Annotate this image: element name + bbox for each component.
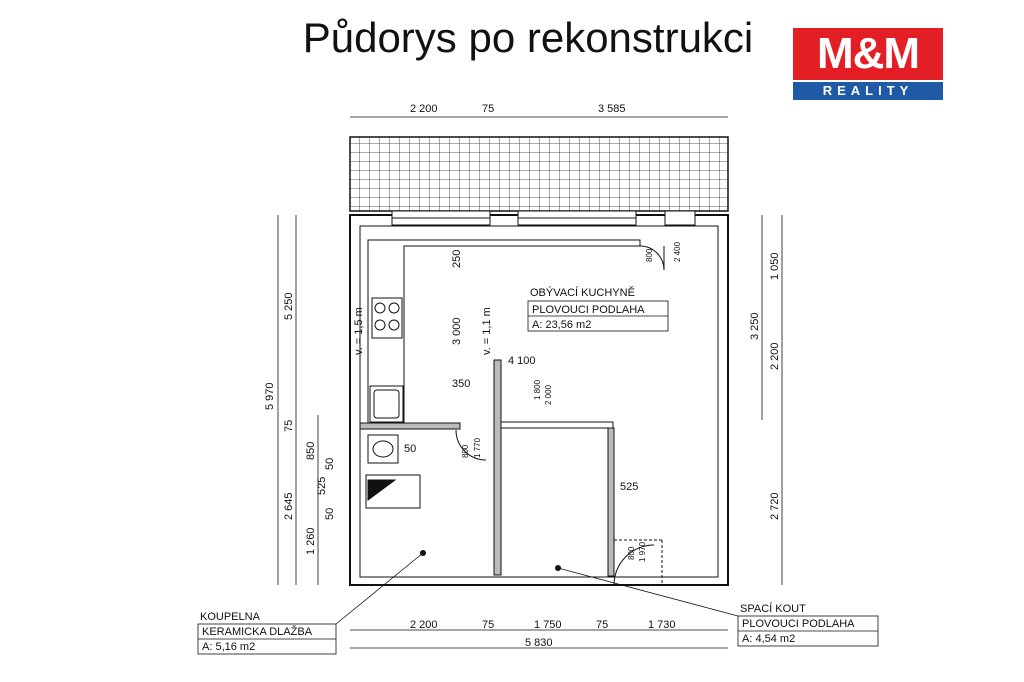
dim-inner-door2-h: 1 770 bbox=[473, 437, 482, 458]
dim-inner-door3-h: 1 970 bbox=[638, 541, 647, 562]
dim-left-6: 1 260 bbox=[305, 527, 317, 555]
room-bath-name: KOUPELNA bbox=[200, 611, 260, 623]
dim-inner-door3-w: 800 bbox=[627, 546, 636, 560]
dim-right-4: 2 720 bbox=[769, 492, 781, 520]
dim-bottom-5: 1 730 bbox=[648, 619, 676, 631]
bath-marker bbox=[420, 550, 426, 556]
dim-left-4: 850 bbox=[305, 441, 317, 460]
dim-left-9: 50 bbox=[324, 507, 336, 520]
dim-inner-525: 525 bbox=[620, 481, 639, 493]
sleep-marker bbox=[555, 565, 561, 571]
room-sleep-floor: PLOVOUCI PODLAHA bbox=[742, 618, 855, 630]
dim-top-3: 3 585 bbox=[598, 103, 626, 115]
balcony bbox=[350, 137, 728, 211]
dim-left-5: 2 645 bbox=[283, 492, 295, 520]
room-living-area: A: 23,56 m2 bbox=[532, 319, 592, 331]
dim-inner-counter-height: v. = 1,5 m bbox=[353, 307, 365, 355]
dim-inner-door1-w: 800 bbox=[645, 248, 654, 262]
room-sleep-area: A: 4,54 m2 bbox=[742, 633, 796, 645]
dim-bottom-4: 75 bbox=[596, 619, 609, 631]
dim-left-1: 5 970 bbox=[264, 382, 276, 410]
dim-inner-50: 50 bbox=[404, 443, 417, 455]
sleep-leader bbox=[558, 568, 738, 616]
room-bath-area: A: 5,16 m2 bbox=[202, 641, 256, 653]
page-title: Půdorys po rekonstrukci bbox=[302, 14, 754, 61]
dim-right-1: 1 050 bbox=[769, 252, 781, 280]
dim-inner-250: 250 bbox=[451, 249, 463, 268]
dim-bottom-3: 1 750 bbox=[534, 619, 562, 631]
dim-inner-door2-w: 800 bbox=[461, 444, 470, 458]
room-living-name: OBÝVACÍ KUCHYNĚ bbox=[530, 287, 635, 299]
room-bath-floor: KERAMICKA DLAŽBA bbox=[202, 626, 313, 638]
room-living-floor: PLOVOUCI PODLAHA bbox=[532, 304, 645, 316]
dim-inner-1800: 1 800 bbox=[533, 379, 542, 400]
dim-inner-4100: 4 100 bbox=[508, 355, 536, 367]
dim-top-2: 75 bbox=[482, 103, 495, 115]
dim-inner-door1-h: 2 400 bbox=[673, 241, 682, 262]
logo-tagline: REALITY bbox=[793, 82, 943, 100]
dim-top-1: 2 200 bbox=[410, 103, 438, 115]
dim-right-2: 3 250 bbox=[749, 312, 761, 340]
dim-left-3: 75 bbox=[283, 419, 295, 432]
dim-inner-350: 350 bbox=[452, 378, 471, 390]
dim-inner-3000: 3 000 bbox=[451, 317, 463, 345]
dim-inner-wall-height: v. = 1,1 m bbox=[481, 307, 493, 355]
kitchen-counter bbox=[368, 240, 640, 425]
dim-right-3: 2 200 bbox=[769, 342, 781, 370]
dim-left-2: 5 250 bbox=[283, 292, 295, 320]
dim-bottom-2: 75 bbox=[482, 619, 495, 631]
dim-left-7: 525 bbox=[316, 476, 328, 495]
dim-inner-2000: 2 000 bbox=[544, 384, 553, 405]
logo-mark: M&M bbox=[793, 28, 943, 80]
windows bbox=[392, 211, 695, 225]
dim-bottom-1: 2 200 bbox=[410, 619, 438, 631]
dim-bottom-total: 5 830 bbox=[525, 637, 553, 649]
dim-left-8: 50 bbox=[324, 457, 336, 470]
room-sleep-name: SPACÍ KOUT bbox=[740, 603, 806, 615]
